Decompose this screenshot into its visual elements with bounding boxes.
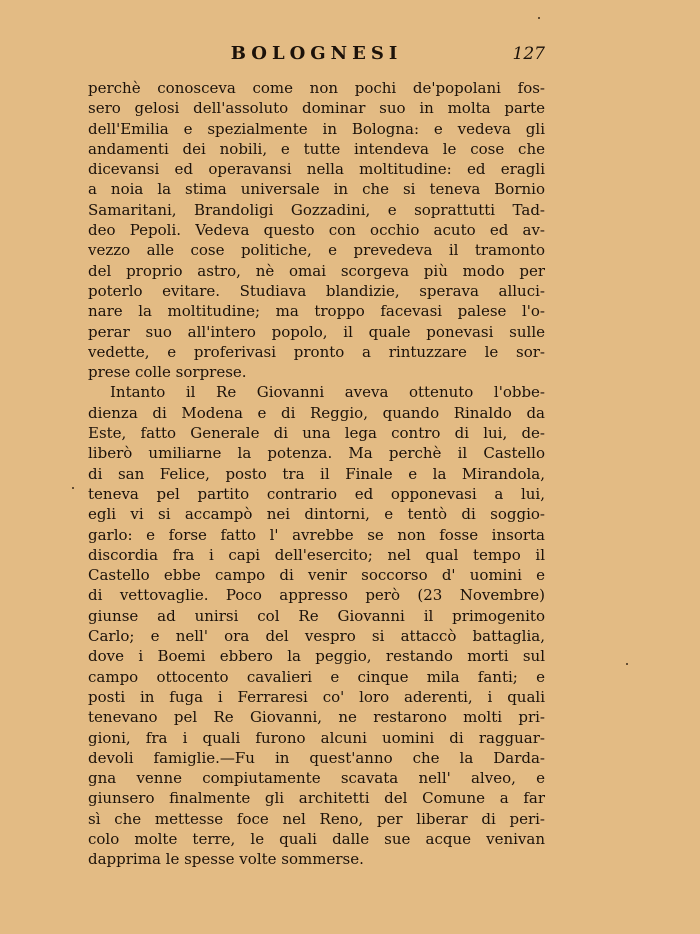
paper-speck <box>538 17 540 19</box>
page-number: 127 <box>512 44 545 64</box>
text-line: devoli famiglie.—Fu in quest'anno che la Darda- <box>88 748 545 767</box>
running-title: BOLOGNESI <box>230 43 403 64</box>
text-line: gioni, fra i quali furono alcuni uomini di ragguar- <box>88 728 545 747</box>
text-line: posti in fuga i Ferraresi co' loro aderenti, i quali <box>88 687 545 706</box>
text-line: vedette, e proferivasi pronto a rintuzzare le sor- <box>88 342 545 361</box>
text-line: sero gelosi dell'assoluto dominar suo in molta parte <box>88 99 545 118</box>
paper-speck <box>72 487 74 489</box>
body-text <box>88 78 545 870</box>
text-line: gna venne compiutamente scavata nell' alveo, e <box>88 769 545 788</box>
text-line: nare la moltitudine; ma troppo facevasi palese l'o- <box>88 302 545 321</box>
text-line: andamenti dei nobili, e tutte intendeva le cose che <box>88 139 545 158</box>
text-line: a noia la stima universale in che si teneva Bornio <box>88 180 545 199</box>
text-line: Samaritani, Brandoligi Gozzadini, e soprattutti Tad- <box>88 200 545 219</box>
text-line: campo ottocento cavalieri e cinque mila fanti; e <box>88 667 545 686</box>
text-line: sì che mettesse foce nel Reno, per liberar di peri- <box>88 809 545 828</box>
text-line: colo molte terre, le quali dalle sue acque venivan <box>88 829 545 848</box>
text-line: Carlo; e nell' ora del vespro si attaccò battaglia, <box>88 627 545 646</box>
paper-speck <box>626 663 628 665</box>
text-line: Castello ebbe campo di venir soccorso d' uomini e <box>88 566 545 585</box>
text-line: perchè conosceva come non pochi de'popolani fos- <box>88 79 545 97</box>
text-line: Este, fatto Generale di una lega contro di lui, de- <box>88 424 545 443</box>
text-line: tenevano pel Re Giovanni, ne restarono molti pri- <box>88 708 545 727</box>
text-line: deo Pepoli. Vedeva questo con occhio acuto ed av- <box>88 221 545 240</box>
text-line: teneva pel partito contrario ed opponevasi a lui, <box>88 484 545 503</box>
text-line: egli vi si accampò nei dintorni, e tentò di soggio- <box>88 505 545 524</box>
text-line: dell'Emilia e spezialmente in Bologna: e vedeva gli <box>88 119 545 138</box>
text-line: liberò umiliarne la potenza. Ma perchè il Castello <box>88 444 545 463</box>
text-line: dienza di Modena e di Reggio, quando Rinaldo da <box>88 403 545 422</box>
text-line: vezzo alle cose politiche, e prevedeva il tramonto <box>88 241 545 260</box>
text-line: poterlo evitare. Studiava blandizie, sperava alluci- <box>88 281 545 300</box>
text-line: discordia fra i capi dell'esercito; nel qual tempo il <box>88 545 545 564</box>
text-line: giunsero finalmente gli architetti del Comune a far <box>88 789 545 808</box>
paragraph-start-line: Intanto il Re Giovanni aveva ottenuto l'obbe- <box>110 383 545 402</box>
running-head <box>88 42 545 66</box>
text-line: perar suo all'intero popolo, il quale ponevasi sulle <box>88 322 545 341</box>
text-line: di san Felice, posto tra il Finale e la Mirandola, <box>88 464 545 483</box>
text-line: di vettovaglie. Poco appresso però (23 Novembre) <box>88 586 545 605</box>
text-line: giunse ad unirsi col Re Giovanni il primogenito <box>88 606 545 625</box>
text-line: garlo: e forse fatto l' avrebbe se non fosse insorta <box>88 525 545 544</box>
text-line: dicevansi ed operavansi nella moltitudine: ed eragli <box>88 160 545 179</box>
text-line: del proprio astro, nè omai scorgeva più modo per <box>88 261 545 280</box>
paragraph-end-line: prese colle sorprese. <box>88 363 247 382</box>
paragraph-end-line: dapprima le spesse volte sommerse. <box>88 850 364 869</box>
text-line: dove i Boemi ebbero la peggio, restando morti sul <box>88 647 545 666</box>
